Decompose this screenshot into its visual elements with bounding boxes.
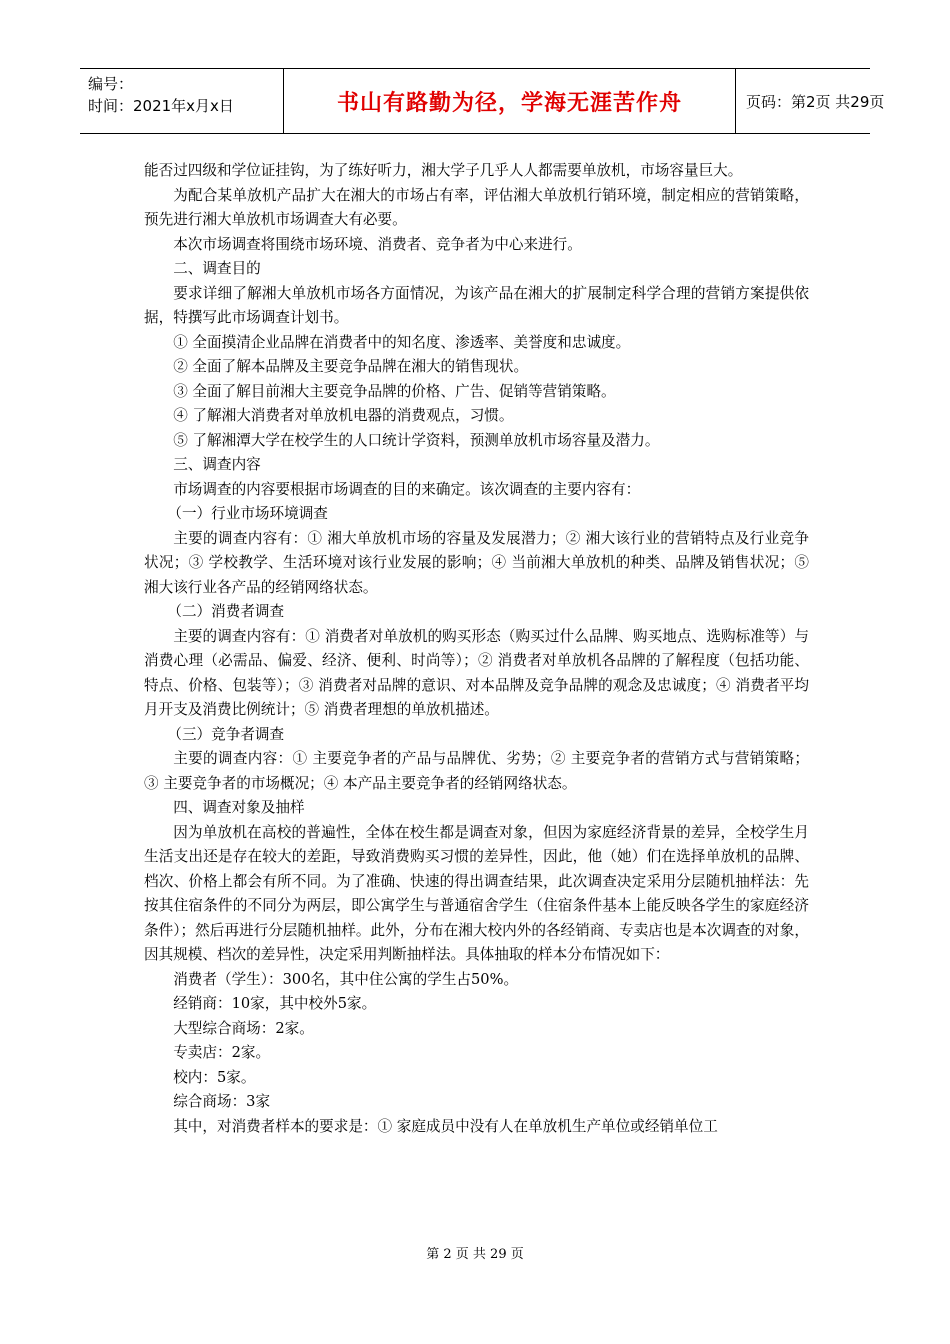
document-time-label: 时间：2021年x月x日 (88, 97, 234, 115)
paragraph: 四、调查对象及抽样 (173, 799, 305, 816)
paragraph: 主要的调查内容有：① 湘大单放机市场的容量及发展潜力；② 湘大该行业的营销特点及行业竞争状况；③ 学校教学、生活环境对该行业发展的影响；④ 当前湘大单放机的种类、品牌及销售状况；⑤ 湘大该行业各产品的经销网络状态。 (144, 529, 809, 596)
header-info (80, 69, 284, 133)
paragraph: 专卖店：2家。 (173, 1044, 271, 1061)
paragraph: 消费者（学生）：300名，其中住公寓的学生占50%。 (173, 970, 519, 988)
paragraph: 要求详细了解湘大单放机市场各方面情况，为该产品在湘大的扩展制定科学合理的营销方案提供依据，特撰写此市场调查计划书。 (144, 284, 809, 326)
paragraph: 主要的调查内容有：① 消费者对单放机的购买形态（购买过什么品牌、购买地点、选购标准等）与消费心理（必需品、偏爱、经济、便利、时尚等）；② 消费者对单放机各品牌的了解程度（包括功能、特点、价格、包装等）；③ 消费者对品牌的意识、对本品牌及竞争品牌的观念及忠诚度；④ 消费者平均月开支及消费比例统计；⑤ 消费者理想的单放机描述。 (144, 627, 809, 718)
paragraph: ② 全面了解本品牌及主要竞争品牌在湘大的销售现状。 (173, 358, 529, 375)
paragraph: 主要的调查内容：① 主要竞争者的产品与品牌优、劣势；② 主要竞争者的营销方式与营销策略；③ 主要竞争者的市场概况；④ 本产品主要竞争者的经销网络状态。 (144, 750, 809, 792)
paragraph: ⑤ 了解湘潭大学在校学生的人口统计学资料，预测单放机市场容量及潜力。 (173, 431, 660, 449)
paragraph: （一）行业市场环境调查 (167, 505, 328, 522)
paragraph: （二）消费者调查 (167, 603, 285, 620)
paragraph: ① 全面摸清企业品牌在消费者中的知名度、渗透率、美誉度和忠诚度。 (173, 333, 631, 351)
header-motto: 书山有路勤为径，学海无涯苦作舟 (336, 90, 682, 116)
paragraph: 大型综合商场：2家。 (173, 1019, 314, 1037)
header-page-code: 页码：第2页 共29页 (746, 92, 885, 111)
paragraph: 三、调查内容 (173, 456, 261, 473)
page-footer: 第 2 页 共 29 页 (426, 1247, 524, 1262)
paragraph: ③ 全面了解目前湘大主要竞争品牌的价格、广告、促销等营销策略。 (173, 382, 616, 400)
paragraph: 二、调查目的 (173, 260, 261, 277)
document-number-label: 编号： (88, 75, 134, 93)
paragraph: 因为单放机在高校的普遍性，全体在校生都是调查对象，但因为家庭经济背景的差异，全校学生月生活支出还是存在较大的差距，导致消费购买习惯的差异性，因此，他（她）们在选择单放机的品牌、档次、价格上都会有所不同。为了准确、快速的得出调查结果，此次调查决定采用分层随机抽样法：先按其住宿条件的不同分为两层，即公寓学生与普通宿舍学生（住宿条件基本上能反映各学生的家庭经济条件）；然后再进行分层随机抽样。此外，分布在湘大校内外的各经销商、专卖店也是本次调查的对象，因其规模、档次的差异性，决定采用判断抽样法。具体抽取的样本分布情况如下： (144, 823, 809, 963)
paragraph: 为配合某单放机产品扩大在湘大的市场占有率，评估湘大单放机行销环境，制定相应的营销策略，预先进行湘大单放机市场调查大有必要。 (144, 186, 809, 228)
paragraph: 综合商场：3家 (173, 1093, 271, 1110)
paragraph: 能否过四级和学位证挂钩，为了练好听力，湘大学子几乎人人都需要单放机，市场容量巨大。 (144, 162, 743, 179)
document-body (144, 159, 809, 1139)
paragraph: 校内：5家。 (173, 1068, 256, 1086)
paragraph: ④ 了解湘大消费者对单放机电器的消费观点，习惯。 (173, 407, 514, 424)
paragraph: 市场调查的内容要根据市场调查的目的来确定。该次调查的主要内容有： (173, 480, 641, 498)
paragraph: 经销商：10家，其中校外5家。 (173, 995, 377, 1012)
page-header (80, 68, 885, 134)
paragraph: 其中，对消费者样本的要求是：① 家庭成员中没有人在单放机生产单位或经销单位工 (173, 1117, 718, 1135)
paragraph: （三）竞争者调查 (167, 725, 285, 743)
paragraph: 本次市场调查将围绕市场环境、消费者、竞争者为中心来进行。 (173, 235, 582, 253)
header-motto-cell (284, 69, 736, 133)
